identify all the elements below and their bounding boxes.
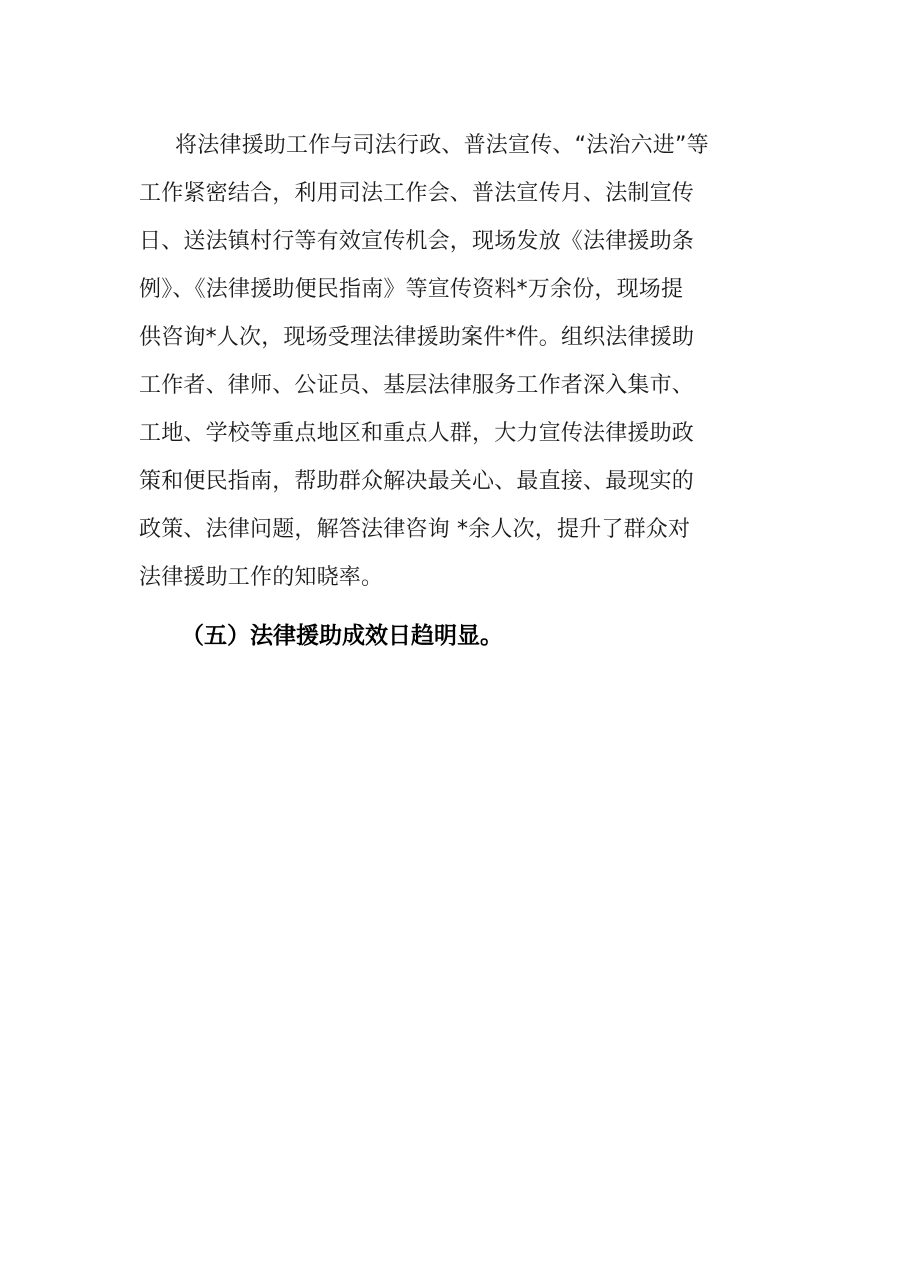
paragraph-line: 将法律援助工作与司法行政、普法宣传、“法治六进”等 (175, 133, 709, 158)
paragraph-line: 法律援助工作的知晓率。 (139, 565, 384, 590)
paragraph-line: 政策、法律问题，解答法律咨询 *余人次，提升了群众对 (139, 517, 691, 542)
paragraph-line: 工作者、律师、公证员、基层法律服务工作者深入集市、 (139, 373, 695, 398)
paragraph-line: 例》、《法律援助便民指南》等宣传资料*万余份，现场提 (139, 277, 684, 302)
body-paragraph (139, 122, 769, 602)
section-heading: （五）法律援助成效日趋明显。 (181, 623, 503, 649)
paragraph-line: 日、送法镇村行等有效宣传机会，现场发放《法律援助条 (139, 229, 695, 254)
paragraph-line: 工地、学校等重点地区和重点人群，大力宣传法律援助政 (139, 421, 695, 446)
paragraph-line: 策和便民指南，帮助群众解决最关心、最直接、最现实的 (139, 469, 695, 494)
paragraph-line: 供咨询*人次，现场受理法律援助案件*件。组织法律援助 (139, 325, 695, 350)
paragraph-line: 工作紧密结合，利用司法工作会、普法宣传月、法制宣传 (139, 181, 695, 206)
